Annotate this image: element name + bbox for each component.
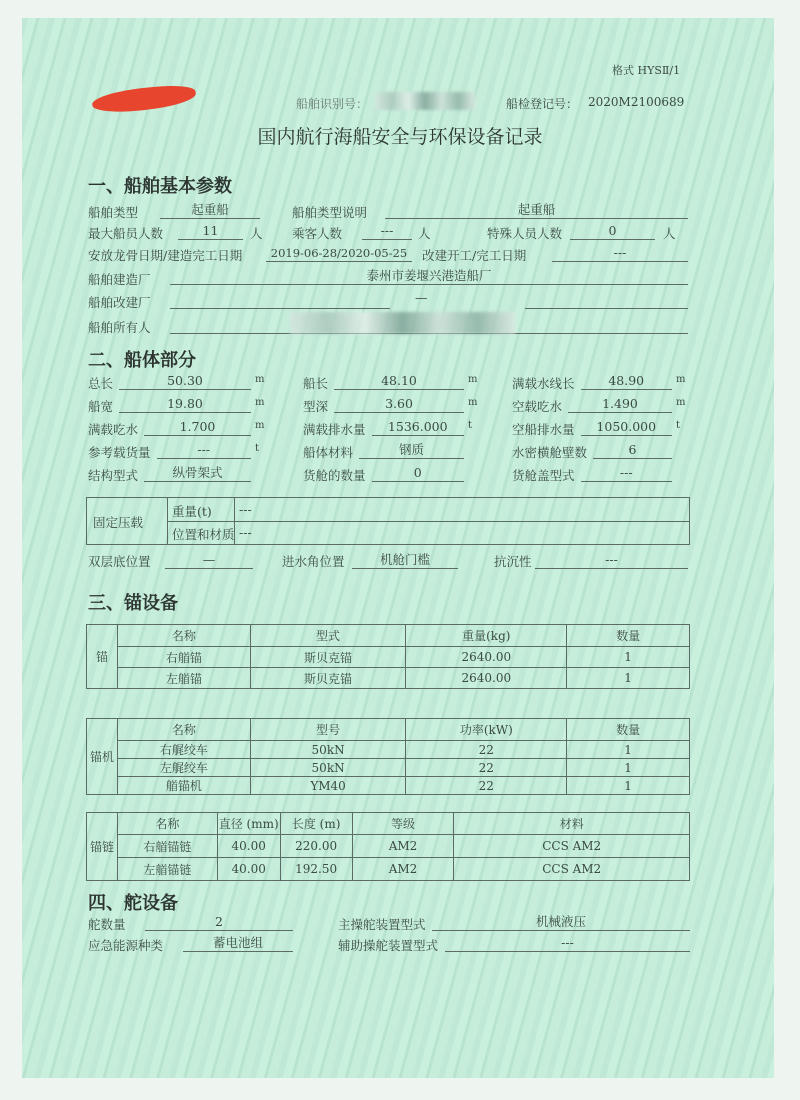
- hull-field-unit: t: [255, 443, 260, 454]
- unsink-value: ---: [535, 552, 688, 569]
- anchor-group-label: 锚: [87, 625, 118, 689]
- keel-label: 安放龙骨日期/建造完工日期: [88, 248, 243, 263]
- table-cell: 50kN: [250, 759, 406, 777]
- rudder-count-label: 舵数量: [88, 917, 126, 932]
- hull-field-label: 货舱的数量: [303, 468, 366, 483]
- table-cell: 192.50: [280, 858, 352, 881]
- hull-field-label: 满载水线长: [512, 376, 575, 391]
- special-label: 特殊人员人数: [487, 226, 563, 241]
- column-header: 名称: [117, 625, 250, 647]
- table-cell: 40.00: [217, 835, 280, 858]
- table-cell: 右艏锚: [117, 647, 250, 668]
- column-header: 材料: [454, 813, 690, 835]
- ship-type-label: 船舶类型: [88, 205, 139, 220]
- hull-field-unit: m: [468, 374, 478, 385]
- double-bottom-value: —: [165, 552, 253, 569]
- hull-field-label: 结构型式: [88, 468, 139, 483]
- hull-field-unit: m: [255, 374, 265, 385]
- main-steering-label: 主操舵装置型式: [338, 917, 426, 932]
- special-unit: 人: [663, 226, 676, 241]
- hull-field-unit: m: [676, 374, 686, 385]
- keel-value: 2019-06-28/2020-05-25: [266, 245, 412, 262]
- rebuild-date-value: ---: [552, 245, 688, 262]
- table-cell: 2640.00: [406, 668, 567, 689]
- ballast-pos-value: ---: [239, 525, 252, 540]
- aux-steering-value: ---: [445, 935, 690, 952]
- section3-heading: 三、锚设备: [88, 593, 178, 614]
- type-desc-label: 船舶类型说明: [292, 205, 368, 220]
- table-cell: 1: [567, 647, 690, 668]
- table-cell: AM2: [352, 858, 454, 881]
- table-cell: CCS AM2: [454, 835, 690, 858]
- crew-value: 11: [178, 223, 243, 240]
- double-bottom-label: 双层底位置: [88, 554, 151, 569]
- column-header: 直径 (mm): [217, 813, 280, 835]
- unsink-label: 抗沉性: [494, 554, 532, 569]
- crew-label: 最大船员人数: [88, 226, 164, 241]
- hull-field-value: 1.700: [144, 419, 251, 436]
- flood-label: 进水角位置: [282, 554, 345, 569]
- table-cell: 左艉绞车: [117, 759, 250, 777]
- hull-field-unit: m: [255, 397, 265, 408]
- rebuilder-line: [170, 292, 390, 309]
- hull-field-label: 参考载货量: [88, 445, 151, 460]
- table-row: [87, 858, 690, 881]
- special-value: 0: [570, 223, 655, 240]
- builder-value: 泰州市姜堰兴港造船厂: [170, 268, 688, 285]
- table-cell: 左艏锚: [117, 668, 250, 689]
- hull-field-unit: m: [468, 397, 478, 408]
- ballast-weight-value: ---: [239, 502, 252, 517]
- hull-field-label: 船宽: [88, 399, 114, 414]
- ballast-pos-label: 位置和材质: [172, 527, 235, 542]
- chain-table: [86, 812, 690, 881]
- passenger-value: ---: [362, 223, 412, 240]
- hull-field-value: 19.80: [119, 396, 251, 413]
- ballast-box: [86, 497, 690, 545]
- table-row: [87, 668, 690, 689]
- rebuild-date-label: 改建开工/完工日期: [422, 248, 527, 263]
- hull-field-label: 货舱盖型式: [512, 468, 575, 483]
- table-cell: 1: [567, 759, 690, 777]
- hull-field-value: 0: [372, 465, 465, 482]
- table-row: [87, 647, 690, 668]
- table-cell: 220.00: [280, 835, 352, 858]
- table-cell: 艏锚机: [117, 777, 250, 795]
- hull-field-unit: t: [468, 420, 473, 431]
- ballast-label: 固定压载: [93, 515, 144, 530]
- hull-field-value: 纵骨架式: [144, 465, 251, 482]
- reg-label: 船检登记号：: [506, 97, 579, 111]
- windlass-table: [86, 718, 690, 795]
- builder-label: 船舶建造厂: [88, 272, 151, 287]
- reg-value: 2020M2100689: [588, 95, 685, 109]
- table-cell: 2640.00: [406, 647, 567, 668]
- anchor-table: [86, 624, 690, 689]
- rebuilder-line-2: [525, 292, 688, 309]
- column-header: 等级: [352, 813, 454, 835]
- table-cell: 斯贝克锚: [250, 668, 406, 689]
- table-row: [87, 777, 690, 795]
- flood-value: 机舱门槛: [352, 552, 458, 569]
- column-header: 数量: [567, 625, 690, 647]
- hull-field-value: 1536.000: [372, 419, 465, 436]
- crew-unit: 人: [250, 226, 263, 241]
- table-cell: CCS AM2: [454, 858, 690, 881]
- format-code: 格式 HYSⅡ/1: [612, 64, 681, 77]
- column-header: 重量(kg): [406, 625, 567, 647]
- energy-label: 应急能源种类: [88, 938, 164, 953]
- rebuilder-value: —: [415, 290, 428, 305]
- table-row: [87, 759, 690, 777]
- column-header: 型号: [250, 719, 406, 741]
- table-row: [87, 741, 690, 759]
- column-header: 长度 (m): [280, 813, 352, 835]
- hull-field-label: 空载吃水: [512, 399, 563, 414]
- table-cell: 斯贝克锚: [250, 647, 406, 668]
- column-header: 名称: [117, 719, 250, 741]
- section2-heading: 二、船体部分: [88, 350, 196, 371]
- column-header: 型式: [250, 625, 406, 647]
- hull-field-value: 钢质: [359, 442, 464, 459]
- type-desc-value: 起重船: [385, 202, 688, 219]
- table-cell: AM2: [352, 835, 454, 858]
- column-header: 名称: [117, 813, 217, 835]
- table-cell: 右艉绞车: [117, 741, 250, 759]
- section4-heading: 四、舵设备: [88, 893, 178, 914]
- hull-field-label: 船体材料: [303, 445, 354, 460]
- hull-field-value: 48.90: [581, 373, 673, 390]
- table-row: [87, 835, 690, 858]
- section1-heading: 一、船舶基本参数: [88, 176, 232, 197]
- windlass-group-label: 锚机: [87, 719, 118, 795]
- table-cell: 1: [567, 777, 690, 795]
- aux-steering-label: 辅助操舵装置型式: [338, 938, 439, 953]
- hull-field-label: 空船排水量: [512, 422, 575, 437]
- chain-group-label: 锚链: [87, 813, 118, 881]
- column-header: 数量: [567, 719, 690, 741]
- hull-field-value: 48.10: [334, 373, 464, 390]
- hull-field-unit: m: [676, 397, 686, 408]
- table-cell: 22: [406, 741, 567, 759]
- table-cell: 1: [567, 668, 690, 689]
- table-cell: 50kN: [250, 741, 406, 759]
- hull-field-unit: m: [255, 420, 265, 431]
- hull-field-label: 满载排水量: [303, 422, 366, 437]
- table-cell: 1: [567, 741, 690, 759]
- table-cell: 右艏锚链: [117, 835, 217, 858]
- hull-field-label: 满载吃水: [88, 422, 139, 437]
- owner-label: 船舶所有人: [88, 320, 151, 335]
- rebuilder-label: 船舶改建厂: [88, 295, 151, 310]
- main-steering-value: 机械液压: [432, 914, 690, 931]
- owner-blurred: [290, 312, 515, 334]
- ballast-weight-label: 重量(t): [172, 504, 212, 519]
- rudder-count-value: 2: [145, 914, 293, 931]
- hull-field-label: 总长: [88, 376, 114, 391]
- hull-field-value: 50.30: [119, 373, 251, 390]
- hull-field-value: 3.60: [334, 396, 464, 413]
- table-cell: 22: [406, 759, 567, 777]
- hull-field-value: ---: [581, 465, 673, 482]
- hull-field-value: 1.490: [568, 396, 672, 413]
- ship-id-blurred: [375, 92, 475, 110]
- ship-type-value: 起重船: [160, 202, 260, 219]
- hull-field-value: 1050.000: [581, 419, 673, 436]
- hull-field-unit: t: [676, 420, 681, 431]
- hull-field-label: 水密横舱壁数: [512, 445, 588, 460]
- column-header: 功率(kW): [406, 719, 567, 741]
- hull-field-value: ---: [157, 442, 252, 459]
- passenger-unit: 人: [418, 226, 431, 241]
- ship-id-label: 船舶识别号：: [296, 97, 369, 111]
- table-cell: 22: [406, 777, 567, 795]
- table-cell: 左艏锚链: [117, 858, 217, 881]
- document-title: 国内航行海船安全与环保设备记录: [257, 126, 543, 148]
- table-cell: YM40: [250, 777, 406, 795]
- hull-field-value: 6: [593, 442, 672, 459]
- hull-field-label: 型深: [303, 399, 329, 414]
- table-cell: 40.00: [217, 858, 280, 881]
- energy-value: 蓄电池组: [183, 935, 293, 952]
- passenger-label: 乘客人数: [292, 226, 343, 241]
- hull-field-label: 船长: [303, 376, 329, 391]
